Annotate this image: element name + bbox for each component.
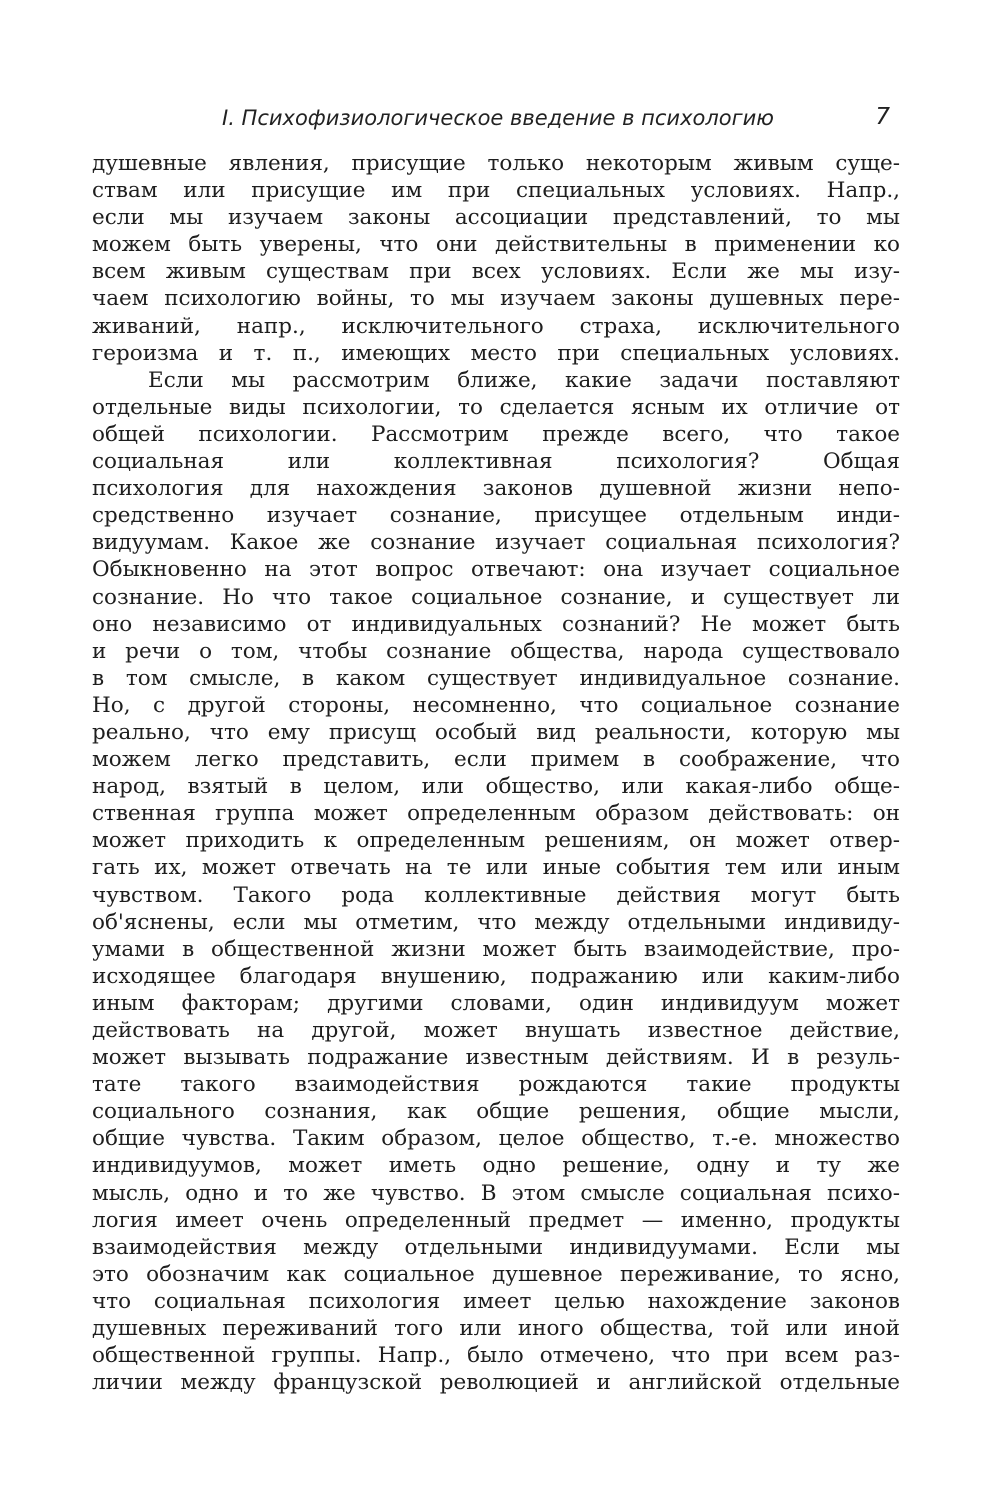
text-line: общественной группы. Напр., было отмечено, что при всем раз- [92, 1343, 900, 1369]
text-line: общие чувства. Таким образом, целое общество, т.-е. множество [92, 1126, 900, 1152]
text-line: личии между французской революцией и английской отдельные [92, 1370, 900, 1396]
text-line: может приходить к определенным решениям, он может отвер- [92, 828, 900, 854]
body-text [92, 150, 900, 1396]
text-line: иным факторам; другими словами, один индивидуум может [92, 990, 900, 1016]
text-line: исходящее благодаря внушению, подражанию или каким-либо [92, 963, 900, 989]
text-line: Но, с другой стороны, несомненно, что социальное сознание [92, 692, 900, 718]
text-line: гать их, может отвечать на те или иные события тем или иным [92, 855, 900, 881]
text-line: ственная группа может определенным образом действовать: он [92, 801, 900, 827]
text-line: индивидуумов, может иметь одно решение, одну и ту же [92, 1153, 900, 1179]
page-header [92, 104, 900, 140]
text-line: видуумам. Какое же сознание изучает социальная психология? [92, 530, 900, 556]
text-line: можем быть уверены, что они действительны в применении ко [92, 232, 900, 258]
running-title: I. Психофизиологическое введение в психологию [222, 106, 774, 130]
text-line: тате такого взаимодействия рождаются такие продукты [92, 1072, 900, 1098]
text-line: взаимодействия между отдельными индивидуумами. Если мы [92, 1234, 900, 1260]
text-line: народ, взятый в целом, или общество, или какая-либо обще- [92, 774, 900, 800]
paragraph-first-line: Если мы рассмотрим ближе, какие задачи поставляют [148, 367, 900, 393]
text-line: душевные явления, присущие только некоторым живым суще- [92, 151, 900, 176]
text-line: если мы изучаем законы ассоциации представлений, то мы [92, 205, 900, 231]
text-line: чувством. Такого рода коллективные действия могут быть [92, 882, 900, 908]
text-line: социальная или коллективная психология? Общая [92, 449, 900, 475]
text-line: отдельные виды психологии, то сделается ясным их отличие от [92, 394, 900, 420]
text-line: средственно изучает сознание, присущее отдельным инди- [92, 503, 900, 529]
text-line: реально, что ему присущ особый вид реальности, которую мы [92, 719, 900, 745]
text-line: это обозначим как социальное душевное переживание, то ясно, [92, 1261, 900, 1287]
text-line: мысль, одно и то же чувство. В этом смысле социальная психо- [92, 1180, 900, 1206]
text-line: что социальная психология имеет целью нахождение законов [92, 1288, 900, 1314]
text-line: Обыкновенно на этот вопрос отвечают: она изучает социальное [92, 557, 900, 583]
text-line: может вызывать подражание известным действиям. И в резуль- [92, 1045, 900, 1071]
text-line: сознание. Но что такое социальное сознание, и существует ли [92, 584, 900, 610]
text-line: в том смысле, в каком существует индивидуальное сознание. [92, 665, 900, 691]
text-line: можем легко представить, если примем в соображение, что [92, 747, 900, 773]
text-line: всем живым существам при всех условиях. Если же мы изу- [92, 259, 900, 285]
text-line: героизма и т. п., имеющих место при специальных условиях. [92, 340, 900, 366]
text-line: оно независимо от индивидуальных сознаний? Не может быть [92, 611, 900, 637]
text-line: чаем психологию войны, то мы изучаем законы душевных пере- [92, 286, 900, 312]
text-line: живаний, напр., исключительного страха, исключительного [92, 313, 900, 339]
text-line: действовать на другой, может внушать известное действие, [92, 1018, 900, 1043]
text-line: ствам или присущие им при специальных условиях. Напр., [92, 178, 900, 204]
text-line: умами в общественной жизни может быть взаимодействие, про- [92, 936, 900, 962]
text-line: социального сознания, как общие решения, общие мысли, [92, 1099, 900, 1125]
text-line: психология для нахождения законов душевной жизни непо- [92, 476, 900, 502]
text-line: и речи о том, чтобы сознание общества, народа существовало [92, 638, 900, 664]
text-line: об'яснены, если мы отметим, что между отдельными индивиду- [92, 909, 900, 935]
page-number: 7 [875, 104, 890, 130]
text-line: общей психологии. Рассмотрим прежде всего, что такое [92, 421, 900, 447]
text-line: душевных переживаний того или иного общества, той или иной [92, 1316, 900, 1342]
text-line: логия имеет очень определенный предмет — именно, продукты [92, 1207, 900, 1233]
